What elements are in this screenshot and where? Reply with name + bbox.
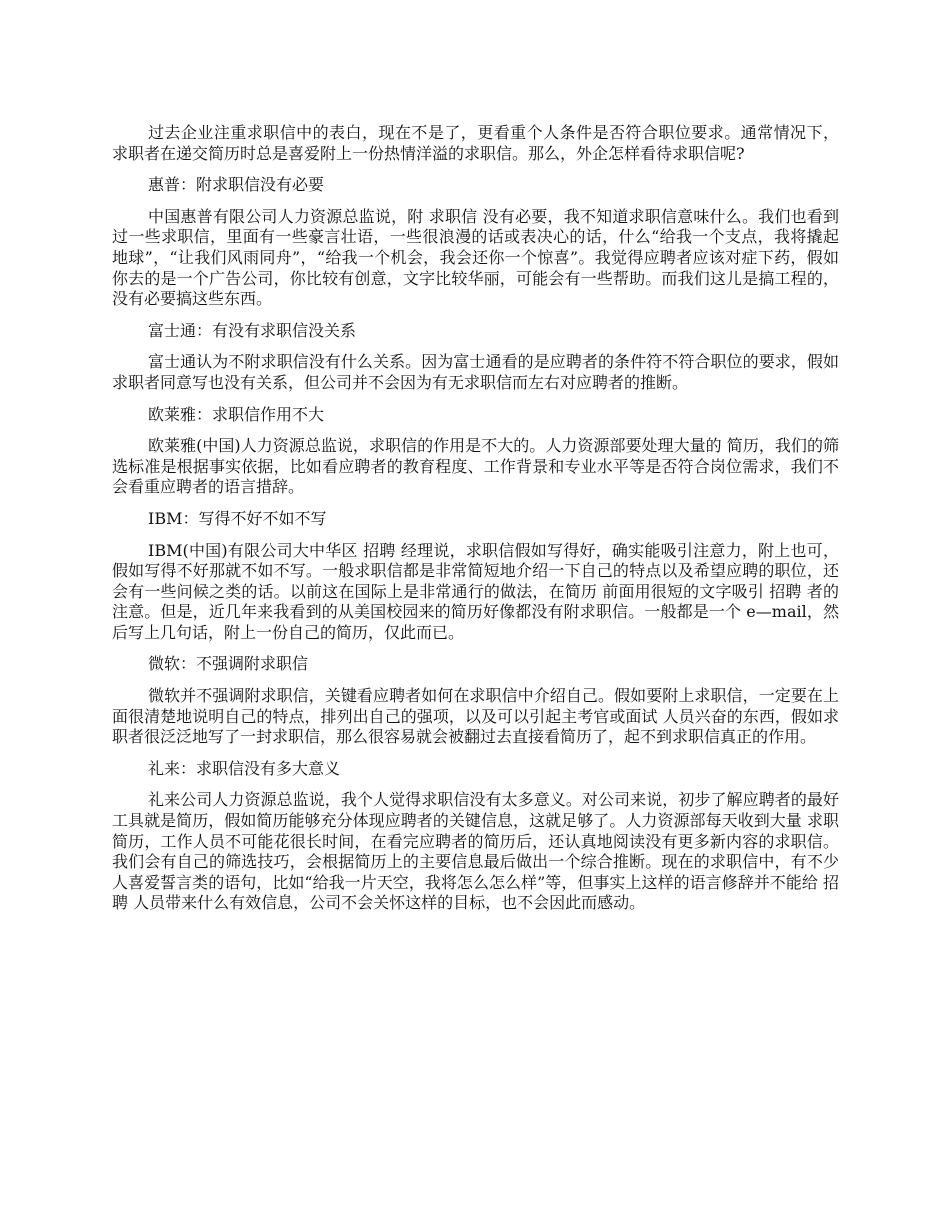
section-heading-lilly: 礼来：求职信没有多大意义 bbox=[148, 758, 341, 778]
section-heading-ibm: IBM：写得不好不如不写 bbox=[148, 508, 327, 528]
lilly-paragraph: 礼来公司人力资源总监说，我个人觉得求职信没有太多意义。对公司来说，初步了解应聘者的最好工具就是简历，假如简历能够充分体现应聘者的关键信息，这就足够了。人力资源部每天收到大量 求职简历，工作人员不可能花很长时间，在看完应聘者的简历后，还认真地阅读没有更多新内容的求职信。我们会有自己的筛选技巧，会根据简历上的主要信息最后做出一个综合推断。现在的求职信中，有不少人喜爱誓言类的语句，比如“给我一片天空，我将怎么怎么样”等，但事实上这样的语言修辞并不能给 招聘 人员带来什么有效信息，公司不会关怀这样的目标，也不会因此而感动。 bbox=[112, 790, 839, 913]
hp-paragraph: 中国惠普有限公司人力资源总监说，附 求职信 没有必要，我不知道求职信意味什么。我们也看到过一些求职信，里面有一些豪言壮语，一些很浪漫的话或表决心的话，什么“给我一个支点，我将撬起地球”，“让我们风雨同舟”，“给我一个机会，我会还你一个惊喜”。我觉得应聘者应该对症下药，假如你去的是一个广告公司，你比较有创意，文字比较华丽，可能会有一些帮助。而我们这儿是搞工程的，没有必要搞这些东西。 bbox=[112, 206, 839, 309]
loreal-paragraph: 欧莱雅(中国)人力资源总监说，求职信的作用是不大的。人力资源部要处理大量的 简历，我们的筛选标准是根据事实依据，比如看应聘者的教育程度、工作背景和专业水平等是否符合岗位需求，我们不会看重应聘者的语言措辞。 bbox=[112, 436, 839, 497]
fujitsu-paragraph: 富士通认为不附求职信没有什么关系。因为富士通看的是应聘者的条件符不符合职位的要求，假如求职者同意写也没有关系，但公司并不会因为有无求职信而左右对应聘者的推断。 bbox=[112, 352, 839, 392]
microsoft-paragraph: 微软并不强调附求职信，关键看应聘者如何在求职信中介绍自己。假如要附上求职信，一定要在上面很清楚地说明自己的特点，排列出自己的强项，以及可以引起主考官或面试 人员兴奋的东西，假如求职者很泛泛地写了一封求职信，那么很容易就会被翻过去直接看简历了，起不到求职信真正的作用。 bbox=[112, 686, 839, 747]
intro-paragraph: 过去企业注重求职信中的表白，现在不是了，更看重个人条件是否符合职位要求。通常情况下， 求职者在递交简历时总是喜爱附上一份热情洋溢的求职信。那么，外企怎样看待求职信呢? bbox=[112, 123, 839, 163]
section-heading-microsoft: 微软：不强调附求职信 bbox=[148, 654, 309, 674]
section-heading-loreal: 欧莱雅：求职信作用不大 bbox=[148, 404, 325, 424]
document-page bbox=[112, 123, 839, 925]
ibm-paragraph: IBM(中国)有限公司大中华区 招聘 经理说，求职信假如写得好，确实能吸引注意力，附上也可，假如写得不好那就不如不写。一般求职信都是非常简短地介绍一下自己的特点以及希望应聘的职位，还会有一些问候之类的话。以前这在国际上是非常通行的做法，在简历 前面用很短的文字吸引 招聘 者的注意。但是，近几年来我看到的从美国校园来的简历好像都没有附求职信。一般都是一个 e—mail，然后写上几句话，附上一份自己的简历，仅此而已。 bbox=[112, 540, 839, 642]
section-heading-fujitsu: 富士通：有没有求职信没关系 bbox=[148, 320, 357, 340]
section-heading-hp: 惠普：附求职信没有必要 bbox=[148, 175, 325, 195]
